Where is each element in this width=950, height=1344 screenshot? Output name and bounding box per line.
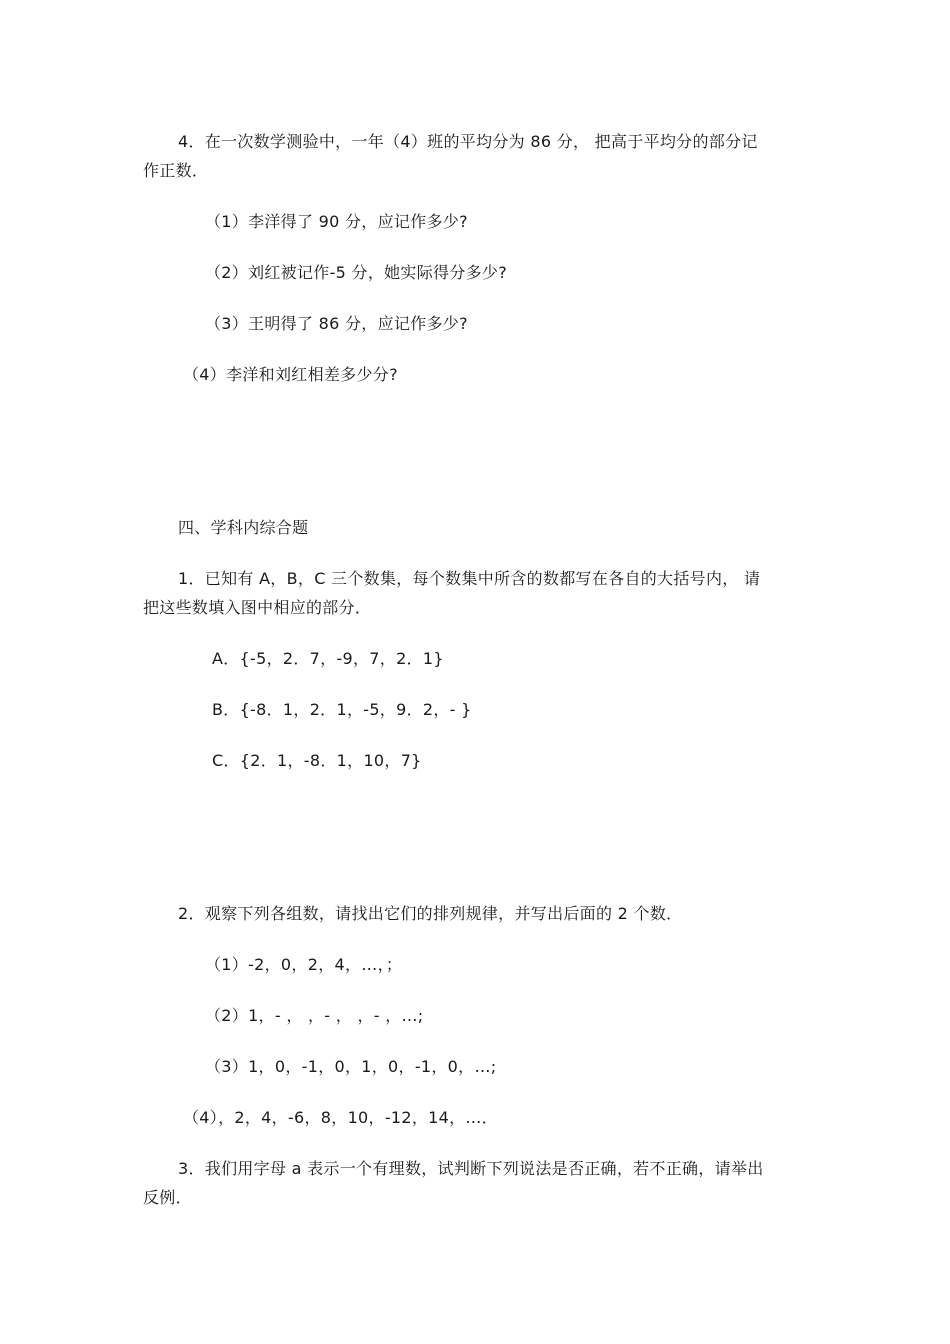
q4-sub-4: （4）李洋和刘红相差多少分? — [183, 365, 398, 384]
p3-line-2: 反例． — [143, 1188, 192, 1207]
p3-line-1: 3．我们用字母 a 表示一个有理数，试判断下列说法是否正确，若不正确，请举出 — [178, 1159, 764, 1178]
set-c: C．{2．1，-8．1，10，7} — [212, 751, 422, 770]
p1-line-2: 把这些数填入图中相应的部分． — [143, 598, 372, 617]
p2-sub-4: （4），2，4，-6，8，10，-12，14，…． — [183, 1108, 499, 1127]
q4-sub-1: （1）李洋得了 90 分，应记作多少? — [205, 212, 468, 231]
set-b: B．{-8．1，2．1，-5，9．2，- } — [212, 700, 472, 719]
q4-line-1: 4．在一次数学测验中，一年（4）班的平均分为 86 分， 把高于平均分的部分记 — [178, 132, 758, 151]
q4-sub-2: （2）刘红被记作-5 分，她实际得分多少? — [205, 263, 508, 282]
p1-line-1: 1．已知有 A，B，C 三个数集，每个数集中所含的数都写在各自的大括号内， 请 — [178, 569, 761, 588]
q4-sub-3: （3）王明得了 86 分，应记作多少? — [205, 314, 468, 333]
p2-sub-1: （1）-2，0，2，4，…，； — [205, 955, 403, 974]
p2-sub-3: （3）1，0，-1，0，1，0，-1，0，…; — [205, 1057, 497, 1076]
section-heading: 四、学科内综合题 — [178, 518, 309, 537]
p2-line-1: 2．观察下列各组数，请找出它们的排列规律，并写出后面的 2 个数． — [178, 904, 683, 923]
set-a: A．{-5，2．7，-9，7，2．1} — [212, 649, 444, 668]
q4-line-2: 作正数． — [143, 161, 209, 180]
p2-sub-2: （2）1，- ， ，- ， ，- ，…; — [205, 1006, 424, 1025]
